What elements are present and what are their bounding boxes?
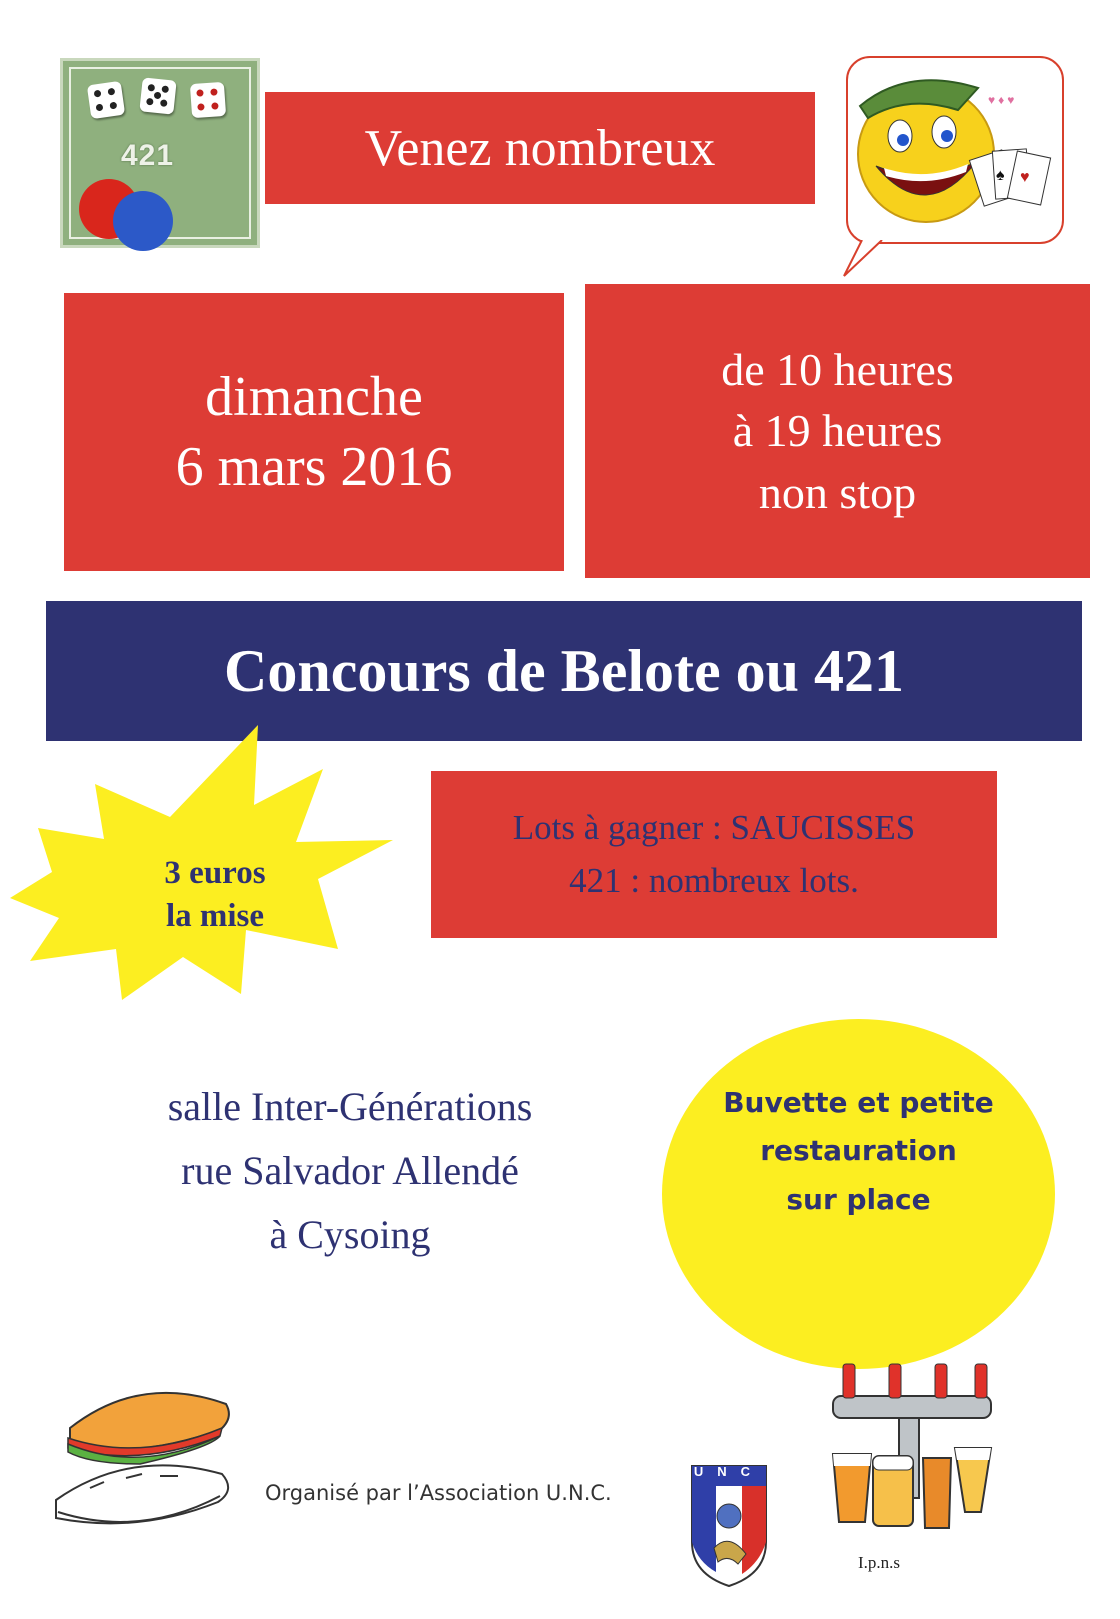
prizes-line-1: Lots à gagner : SAUCISSES	[512, 808, 916, 847]
price-amount: 3 euros	[164, 855, 266, 891]
smiley-with-cards-icon	[846, 56, 1064, 244]
price-label: la mise	[165, 897, 265, 934]
price-text	[110, 852, 320, 938]
die-icon	[190, 82, 226, 118]
organizer-text: Organisé par l’Association U.N.C.	[265, 1481, 612, 1505]
location-town: à Cysoing	[269, 1212, 431, 1257]
location-street: rue Salvador Allendé	[181, 1148, 519, 1193]
buvette-line-1: Buvette et petite	[723, 1086, 994, 1119]
svg-text:♠: ♠	[996, 167, 1005, 184]
date-full: 6 mars 2016	[175, 436, 453, 498]
unc-shield-logo	[688, 1462, 770, 1590]
event-banner	[46, 601, 1082, 741]
unc-logo-letters: UNC	[693, 1464, 765, 1479]
title-text: Venez nombreux	[364, 119, 716, 177]
smiley-drawing	[848, 58, 1062, 242]
hours-end: à 19 heures	[732, 405, 943, 457]
hours-box	[585, 284, 1090, 578]
prizes-line-2: 421 : nombreux lots.	[569, 860, 859, 900]
die-icon	[87, 81, 125, 119]
event-banner-text: Concours de Belote ou 421	[224, 637, 904, 704]
page-title	[265, 92, 815, 204]
speech-bubble-tail	[842, 240, 902, 280]
dice-label: 421	[121, 139, 175, 172]
date-weekday: dimanche	[205, 366, 423, 428]
hours-start: de 10 heures	[721, 344, 954, 396]
ipns-label: I.p.n.s	[858, 1553, 901, 1572]
prizes-box	[431, 771, 997, 938]
die-icon	[139, 77, 176, 114]
blue-chip-icon	[113, 191, 173, 251]
date-box	[64, 293, 564, 571]
location-address	[100, 1075, 600, 1267]
svg-text:♥ ♦ ♥: ♥ ♦ ♥	[988, 93, 1015, 107]
sandwich-icon	[50, 1378, 240, 1538]
location-hall: salle Inter-Générations	[167, 1084, 533, 1129]
dice-421-icon	[60, 58, 260, 248]
beer-tap-icon	[815, 1362, 1000, 1542]
buvette-line-3: sur place	[786, 1182, 931, 1216]
hours-nonstop: non stop	[758, 466, 917, 518]
buvette-text	[662, 1079, 1055, 1224]
buvette-line-2: restauration	[760, 1134, 957, 1168]
svg-text:♥: ♥	[1020, 169, 1030, 186]
